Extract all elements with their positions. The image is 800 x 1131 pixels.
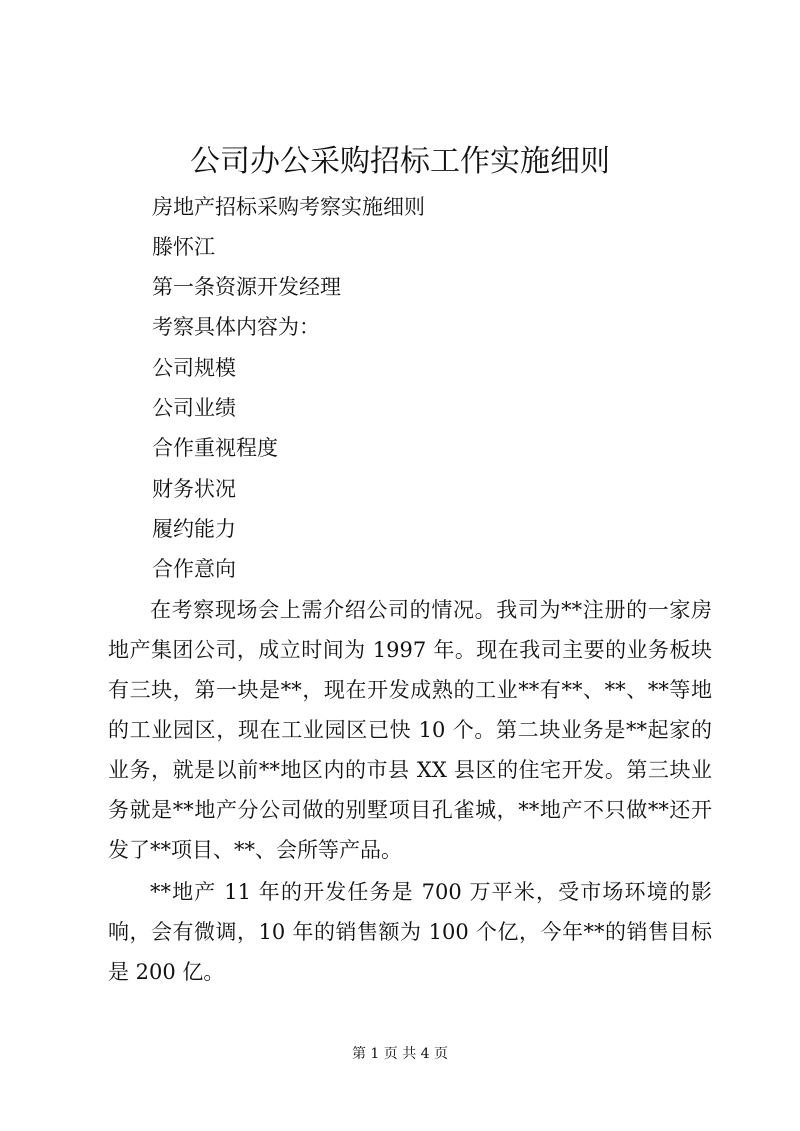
list-item: 履约能力 xyxy=(152,517,236,541)
list-item: 财务状况 xyxy=(152,477,236,501)
list-item: 公司业绩 xyxy=(152,396,236,420)
document-title: 公司办公采购招标工作实施细则 xyxy=(190,144,610,179)
article-heading: 第一条资源开发经理 xyxy=(152,275,341,299)
page-number: 第 1 页 共 4 页 xyxy=(351,1046,449,1062)
list-item: 公司规模 xyxy=(152,356,236,380)
content-heading: 考察具体内容为： xyxy=(152,315,320,339)
list-item: 合作意向 xyxy=(152,557,236,581)
body-paragraph: **地产 11 年的开发任务是 700 万平米，受市场环境的影响，会有微调，10 年的销售额为 100 个亿，今年**的销售目标是 200 亿。 xyxy=(108,880,712,984)
subtitle-line: 房地产招标采购考察实施细则 xyxy=(152,195,425,219)
body-paragraph: 在考察现场会上需介绍公司的情况。我司为**注册的一家房地产集团公司，成立时间为 1997 年。现在我司主要的业务板块有三块，第一块是**，现在开发成熟的工业**有**、**、**等地的工业园区，现在工业园区已快 10 个。第二块业务是**起家的业务，就是以前**地区内的市县 XX 县区的住宅开发。第三块业务就是**地产分公司做的别墅项目孔雀城，**地产不只做**还开发了**项目、**、会所等产品。 xyxy=(108,598,712,862)
author-line: 滕怀江 xyxy=(152,235,215,259)
list-item: 合作重视程度 xyxy=(152,436,278,460)
